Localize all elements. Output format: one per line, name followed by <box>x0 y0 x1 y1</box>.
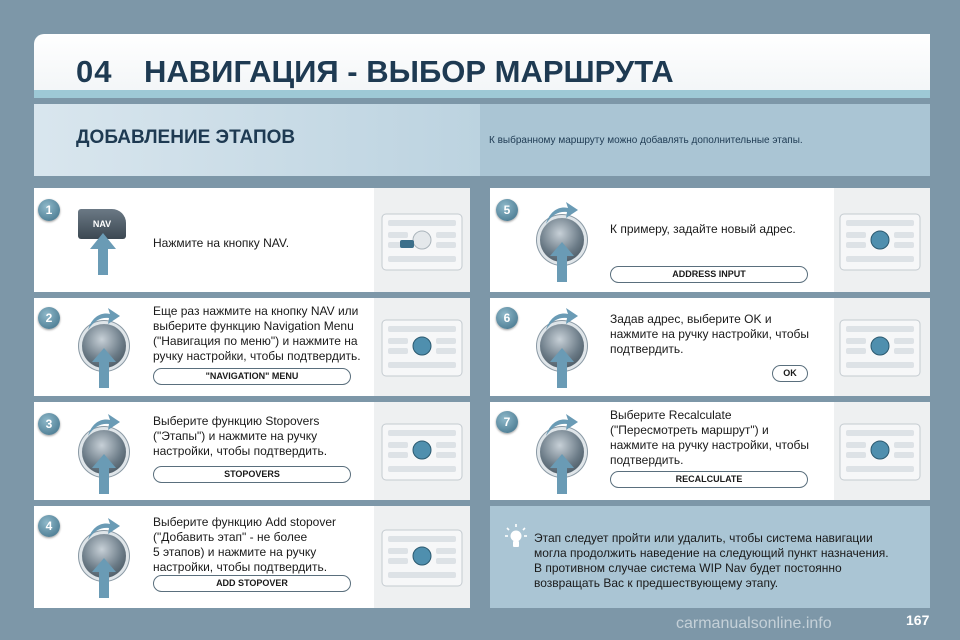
arrow-up-icon <box>92 348 116 388</box>
step-text-line: ("Пересмотреть маршрут") и <box>610 423 769 437</box>
rotate-arrow-icon <box>544 412 578 438</box>
menu-label: "NAVIGATION" MENU <box>153 368 351 385</box>
tip-text-line: Этап следует пройти или удалить, чтобы система навигации <box>534 531 873 545</box>
radio-panel-illustration <box>380 422 464 482</box>
radio-panel-illustration <box>380 212 464 272</box>
step-text-line: подтвердить. <box>610 342 684 356</box>
step-text-line: ("Навигация по меню") и нажмите на <box>153 334 358 348</box>
section-description: К выбранному маршруту можно добавлять дополнительные этапы. <box>489 135 803 146</box>
step-text-line: нажмите на ручку настройки, чтобы <box>610 438 810 452</box>
step-text-line: К примеру, задайте новый адрес. <box>610 222 796 236</box>
radio-panel-illustration <box>380 528 464 588</box>
section-title: ДОБАВЛЕНИЕ ЭТАПОВ <box>76 127 296 148</box>
step-text-line: Еще раз нажмите на кнопку NAV или <box>153 304 359 318</box>
radio-panel-illustration <box>838 318 922 378</box>
arrow-up-icon <box>92 558 116 598</box>
rotate-arrow-icon <box>544 200 578 226</box>
step-text-line: ручку настройки, чтобы подтвердить. <box>153 349 361 363</box>
step-text-line: подтвердить. <box>610 453 684 467</box>
nav-button: NAV <box>78 209 126 239</box>
step-text <box>153 515 336 575</box>
step-text-line: настройки, чтобы подтвердить. <box>153 560 328 574</box>
nav-button-illustration <box>74 207 154 273</box>
step-number-badge: 3 <box>38 413 60 435</box>
knob-illustration <box>76 412 156 492</box>
step-text <box>610 222 796 237</box>
knob-illustration <box>76 306 156 386</box>
arrow-up-icon <box>92 454 116 494</box>
knob-illustration <box>534 412 614 492</box>
step-text-line: ("Этапы") и нажмите на ручку <box>153 429 318 443</box>
page-title: НАВИГАЦИЯ - ВЫБОР МАРШРУТА <box>144 54 674 89</box>
menu-label: STOPOVERS <box>153 466 351 483</box>
step-text-line: Выберите Recalculate <box>610 408 732 422</box>
page-number: 167 <box>906 612 930 628</box>
step-text-line: Задав адрес, выберите OK и <box>610 312 772 326</box>
step-text-line: Нажмите на кнопку NAV. <box>153 236 290 250</box>
step-text <box>610 408 809 468</box>
radio-panel-illustration <box>838 212 922 272</box>
step-text-line: нажмите на ручку настройки, чтобы <box>610 327 810 341</box>
menu-label: OK <box>772 365 808 382</box>
step-number-badge: 1 <box>38 199 60 221</box>
tip-text-line: В противном случае система WIP Nav будет постоянно <box>534 561 842 575</box>
step-number-badge: 7 <box>496 411 518 433</box>
arrow-up-icon <box>550 242 574 282</box>
step-text-line: настройки, чтобы подтвердить. <box>153 444 328 458</box>
step-number-badge: 2 <box>38 307 60 329</box>
tip-text-line: возвращать Вас к предшествующему этапу. <box>534 576 779 590</box>
radio-panel-illustration <box>838 422 922 482</box>
menu-label: ADD STOPOVER <box>153 575 351 592</box>
menu-label: ADDRESS INPUT <box>610 266 808 283</box>
watermark: carmanualsonline.info <box>676 615 832 632</box>
knob-illustration <box>534 200 614 280</box>
radio-panel-illustration <box>380 318 464 378</box>
step-number-badge: 5 <box>496 199 518 221</box>
arrow-up-icon <box>550 348 574 388</box>
rotate-arrow-icon <box>86 516 120 542</box>
step-text <box>153 304 361 364</box>
rotate-arrow-icon <box>86 412 120 438</box>
menu-label: RECALCULATE <box>610 471 808 488</box>
step-number-badge: 4 <box>38 515 60 537</box>
step-text-line: выберите функцию Navigation Menu <box>153 319 354 333</box>
arrow-up-icon <box>88 233 118 275</box>
step-text <box>153 414 327 459</box>
step-text-line: Выберите функцию Stopovers <box>153 414 320 428</box>
rotate-arrow-icon <box>86 306 120 332</box>
knob-illustration <box>76 516 156 596</box>
step-text-line: ("Добавить этап" - не более <box>153 530 308 544</box>
step-text-line: 5 этапов) и нажмите на ручку <box>153 545 317 559</box>
knob-illustration <box>534 306 614 386</box>
tip-text <box>534 531 924 591</box>
chapter-number: 04 <box>76 54 113 89</box>
header-band <box>34 90 930 98</box>
step-text-line: Выберите функцию Add stopover <box>153 515 337 529</box>
tip-text-line: могла продолжить наведение на следующий пункт назначения. <box>534 546 889 560</box>
lightbulb-icon <box>505 524 527 550</box>
step-text <box>153 236 289 251</box>
step-number-badge: 6 <box>496 307 518 329</box>
rotate-arrow-icon <box>544 306 578 332</box>
arrow-up-icon <box>550 454 574 494</box>
step-text <box>610 312 809 357</box>
